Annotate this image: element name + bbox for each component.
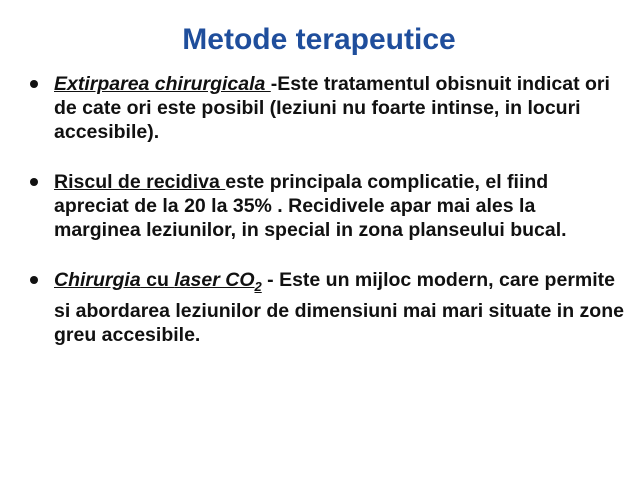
bullet-dot-icon — [30, 178, 38, 186]
bullet-item-laser — [30, 268, 626, 347]
bullet-item-extirparea — [30, 72, 626, 144]
bullet-text: -Este tratamentul obisnuit indicat ori de cate ori este posibil (Ieziuni nu foarte intinse, in locuri accesibile). — [54, 73, 610, 143]
bullet-item-recidiva — [30, 170, 626, 242]
bullet-lead-b: cu — [140, 269, 175, 291]
bullet-list — [30, 72, 626, 347]
bullet-lead-a: Chirurgia — [54, 269, 141, 291]
bullet-dot-icon — [30, 80, 38, 88]
bullet-text: este principala complicatie, el fiind apreciat de la 20 la 35% . Recidivele apar mai ales la marginea leziunilor, in special in zona planseului bucal. — [54, 171, 567, 241]
slide-title: Metode terapeutice — [182, 23, 456, 56]
bullet-dot-icon — [30, 276, 38, 284]
bullet-lead-sub: 2 — [254, 278, 262, 294]
bullet-lead: Riscul de recidiva — [54, 171, 226, 193]
bullet-text: - Este un mijloc modern, care permite si abordarea leziunilor de dimensiuni mai mari situate in zone greu accesibile. — [54, 269, 624, 346]
bullet-lead-c: laser CO — [174, 269, 255, 291]
bullet-lead: Extirparea chirurgicala — [54, 73, 271, 95]
